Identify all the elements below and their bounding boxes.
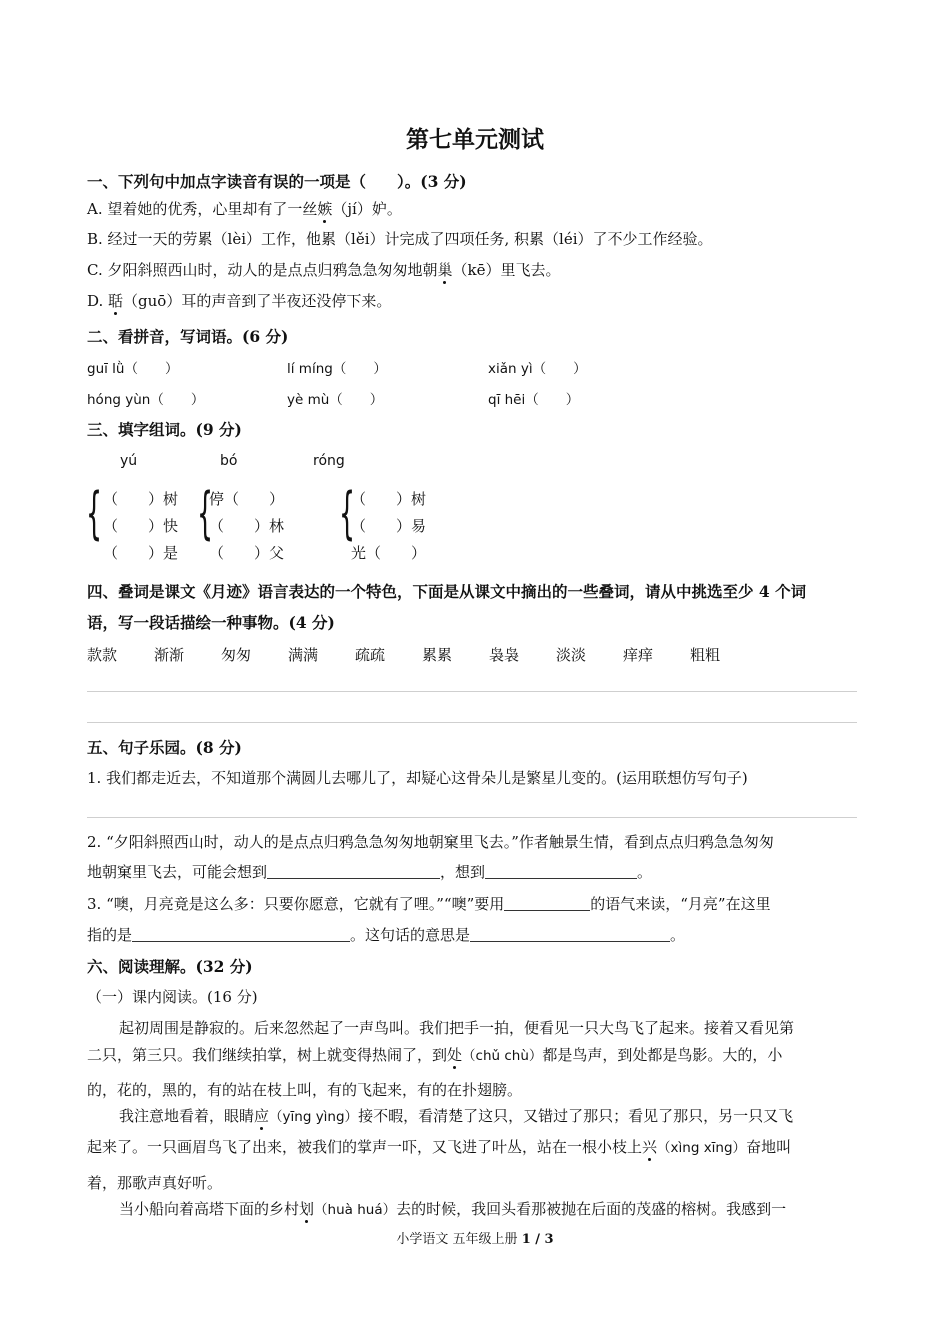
q3-pinyin: bó <box>220 453 238 469</box>
fill-blank[interactable] <box>267 864 440 879</box>
answer-line[interactable] <box>87 817 857 818</box>
page-title: 第七单元测试 <box>406 126 544 153</box>
brace-icon: { <box>339 481 356 546</box>
dotted-char: 划 <box>299 1200 315 1218</box>
q4-word: 满满 <box>288 646 319 664</box>
q2-item: hóng yùn（ ） <box>87 392 205 408</box>
q3-heading: 三、填字组词。(9 分) <box>87 420 242 439</box>
passage-line: 着，那歌声真好听。 <box>87 1174 223 1192</box>
passage-line: 二只，第三只。我们继续拍掌，树上就变得热闹了，到处（chǔ chù）都是鸟声，到处都是鸟影。大的，小 <box>87 1046 783 1064</box>
passage-line: 当小船向着高塔下面的乡村划（huà huá）去的时候，我回头看那被抛在后面的茂盛的榕树。我感到一 <box>119 1200 787 1218</box>
q4-heading-line2: 语，写一段话描绘一种事物。(4 分) <box>87 613 335 632</box>
q4-word: 渐渐 <box>154 646 185 664</box>
q1-heading: 一、下列句中加点字读音有误的一项是（ ）。(3 分) <box>87 172 467 191</box>
q6-subheading: （一）课内阅读。(16 分) <box>87 988 258 1006</box>
q3-group-3: （ ）树 （ ）易 光（ ） <box>351 490 427 562</box>
q4-word: 痒痒 <box>623 646 654 664</box>
fill-blank[interactable] <box>470 927 670 942</box>
brace-icon: { <box>86 481 103 546</box>
q2-item: xiǎn yì（ ） <box>488 361 587 377</box>
q3-pinyin: yú <box>120 453 138 469</box>
passage-line: 我注意地看着，眼睛应（yīng yìng）接不暇，看清楚了这只，又错过了那只；看见了那只，另一只又飞 <box>119 1107 794 1125</box>
passage-line: 的，花的，黑的，有的站在枝上叫，有的飞起来，有的在扑翅膀。 <box>87 1081 523 1099</box>
dotted-char: 聒 <box>108 292 124 310</box>
q2-heading: 二、看拼音，写词语。(6 分) <box>87 327 289 346</box>
passage-line: 起来了。一只画眉鸟飞了出来，被我们的掌声一吓，又飞进了叶丛，站在一根小枝上兴（xìng xīng）奋地叫 <box>87 1138 792 1156</box>
q2-item: lí míng（ ） <box>287 361 387 377</box>
q4-word: 淡淡 <box>556 646 587 664</box>
q5-sentence-3b: 指的是 。这句话的意思是 。 <box>87 926 686 944</box>
dotted-char: 处 <box>447 1046 463 1064</box>
q5-heading: 五、句子乐园。(8 分) <box>87 738 242 757</box>
q1-option-a: A. 望着她的优秀，心里却有了一丝嫉（jí）妒。 <box>87 200 402 218</box>
dotted-char: 嫉 <box>317 200 333 218</box>
q2-item: guī lǜ（ ） <box>87 361 179 377</box>
q3-pinyin: róng <box>313 453 345 469</box>
q5-sentence-3a: 3. “噢，月亮竟是这么多：只要你愿意，它就有了哩。”“噢”要用 的语气来读，“月亮”在这里 <box>87 895 771 913</box>
fill-blank[interactable] <box>504 896 590 911</box>
q2-item: qī hēi（ ） <box>488 392 580 408</box>
q3-group-2: 停（ ） （ ）林 （ ）父 <box>209 490 285 562</box>
dotted-char: 兴 <box>642 1138 658 1156</box>
q4-word: 款款 <box>87 646 118 664</box>
q1-option-d: D. 聒（guō）耳的声音到了半夜还没停下来。 <box>87 292 392 310</box>
q6-heading: 六、阅读理解。(32 分) <box>87 957 253 976</box>
q4-heading-line1: 四、叠词是课文《月迹》语言表达的一个特色，下面是从课文中摘出的一些叠词，请从中挑选至少 4 个词 <box>87 582 807 601</box>
q4-word: 粗粗 <box>690 646 721 664</box>
brace-icon: { <box>197 481 214 546</box>
q3-group-1: （ ）树 （ ）快 （ ）是 <box>103 490 179 562</box>
fill-blank[interactable] <box>132 927 350 942</box>
q5-sentence-2b: 地朝窠里飞去，可能会想到 ，想到 。 <box>87 863 653 881</box>
q1-option-c: C. 夕阳斜照西山时，动人的是点点归鸦急急匆匆地朝巢（kē）里飞去。 <box>87 261 561 279</box>
answer-line[interactable] <box>87 722 857 723</box>
dotted-char: 应 <box>254 1107 270 1125</box>
q4-word: 匆匆 <box>221 646 252 664</box>
dotted-char: 巢 <box>437 261 453 279</box>
answer-line[interactable] <box>87 691 857 692</box>
fill-blank[interactable] <box>485 864 637 879</box>
q4-word: 累累 <box>422 646 453 664</box>
q5-sentence-2a: 2. “夕阳斜照西山时，动人的是点点归鸦急急匆匆地朝窠里飞去。”作者触景生情，看到点点归鸦急急匆匆 <box>87 833 774 851</box>
q2-item: yè mù（ ） <box>287 392 384 408</box>
q5-sentence-1: 1. 我们都走近去，不知道那个满圆儿去哪儿了，却疑心这骨朵儿是繁星儿变的。(运用联想仿写句子) <box>87 769 748 787</box>
passage-line: 起初周围是静寂的。后来忽然起了一声鸟叫。我们把手一拍，便看见一只大鸟飞了起来。接着又看见第 <box>119 1019 795 1037</box>
page-footer: 小学语文 五年级上册 1 / 3 <box>396 1232 554 1247</box>
q4-word: 袅袅 <box>489 646 520 664</box>
q1-option-b: B. 经过一天的劳累（lèi）工作，他累（lěi）计完成了四项任务, 积累（léi）了不少工作经验。 <box>87 230 713 248</box>
q4-word: 疏疏 <box>355 646 386 664</box>
